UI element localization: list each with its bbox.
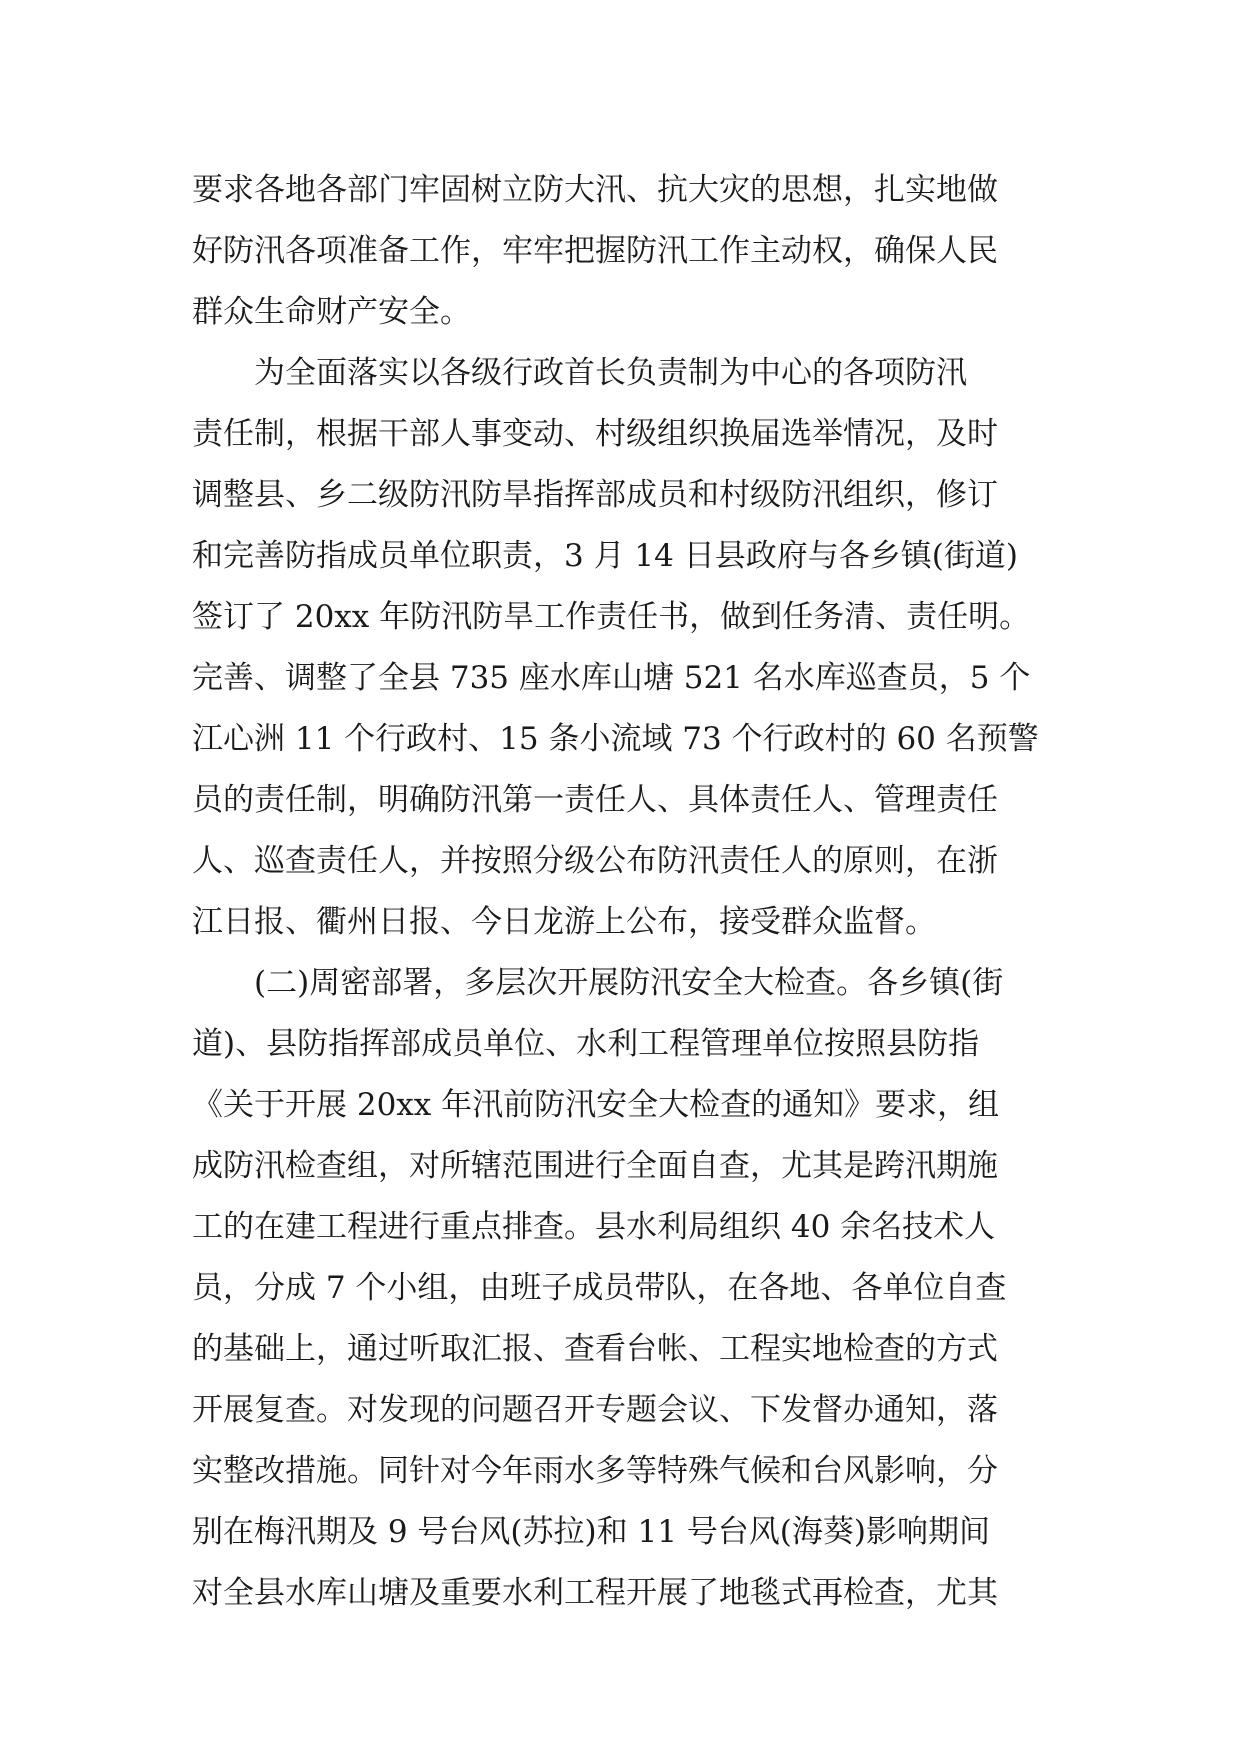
paragraph-start-line: 为全面落实以各级行政首长负责制为中心的各项防汛 [254, 355, 967, 391]
text-line: 要求各地各部门牢固树立防大汛、抗大灾的思想，扎实地做 [192, 172, 998, 208]
text-line: 江日报、衢州日报、今日龙游上公布，接受群众监督。 [192, 904, 936, 940]
text-line: 员的责任制，明确防汛第一责任人、具体责任人、管理责任 [192, 782, 998, 818]
text-line: 开展复查。对发现的问题召开专题会议、下发督办通知，落 [192, 1392, 998, 1428]
text-line: 别在梅汛期及 9 号台风(苏拉)和 11 号台风(海葵)影响期间 [192, 1514, 990, 1550]
text-line: 群众生命财产安全。 [192, 294, 471, 330]
text-line: 完善、调整了全县 735 座水库山塘 521 名水库巡查员，5 个 [192, 660, 1031, 696]
text-line: 员，分成 7 个小组，由班子成员带队，在各地、各单位自查 [192, 1270, 1007, 1306]
text-line: 成防汛检查组，对所辖范围进行全面自查，尤其是跨汛期施 [192, 1148, 998, 1184]
text-line: 的基础上，通过听取汇报、查看台帐、工程实地检查的方式 [192, 1331, 998, 1367]
text-line: 人、巡查责任人，并按照分级公布防汛责任人的原则，在浙 [192, 843, 998, 879]
text-line: 《关于开展 20xx 年汛前防汛安全大检查的通知》要求，组 [192, 1087, 1000, 1123]
text-line: 和完善防指成员单位职责，3 月 14 日县政府与各乡镇(街道) [192, 538, 1018, 574]
text-line: 工的在建工程进行重点排查。县水利局组织 40 余名技术人 [192, 1209, 996, 1245]
text-line: 对全县水库山塘及重要水利工程开展了地毯式再检查，尤其 [192, 1575, 998, 1611]
text-line: 实整改措施。同针对今年雨水多等特殊气候和台风影响，分 [192, 1453, 998, 1489]
text-line: 调整县、乡二级防汛防旱指挥部成员和村级防汛组织，修订 [192, 477, 998, 513]
text-line: 责任制，根据干部人事变动、村级组织换届选举情况，及时 [192, 416, 998, 452]
text-line: 好防汛各项准备工作，牢牢把握防汛工作主动权，确保人民 [192, 233, 998, 269]
section-heading-line: (二)周密部署，多层次开展防汛安全大检查。各乡镇(街 [254, 965, 1004, 1001]
text-line: 江心洲 11 个行政村、15 条小流域 73 个行政村的 60 名预警 [192, 721, 1039, 757]
text-line: 道)、县防指挥部成员单位、水利工程管理单位按照县防指 [192, 1026, 980, 1062]
body-text [192, 160, 1072, 1624]
text-line: 签订了 20xx 年防汛防旱工作责任书，做到任务清、责任明。 [192, 599, 1031, 635]
